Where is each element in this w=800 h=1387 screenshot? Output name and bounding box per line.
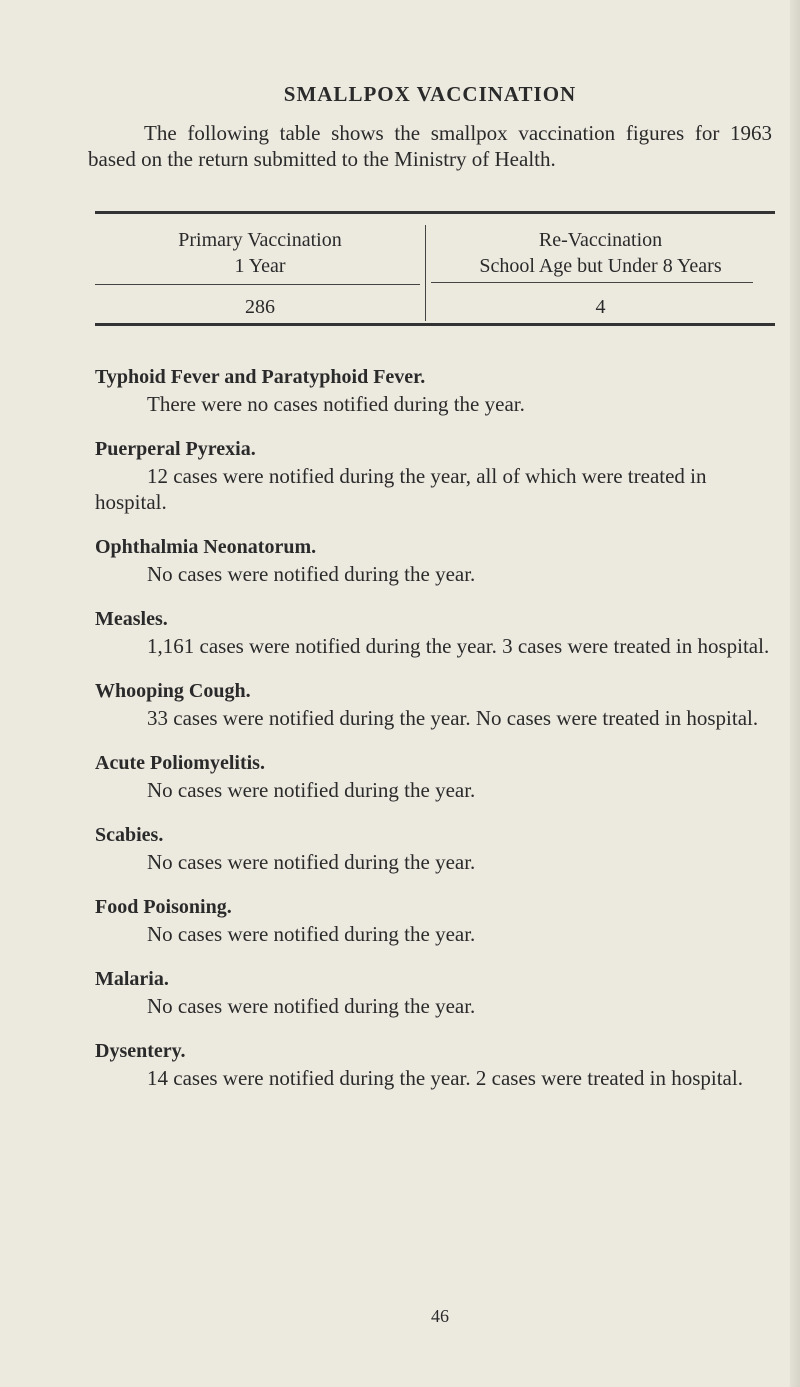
intro-text: The following table shows the smallpox vaccination figures for 1963 based on the return submitted to the Ministry of Health. — [88, 121, 772, 171]
header-rule-left — [95, 284, 420, 285]
section-text: 33 cases were notified during the year. No cases were treated in hospital. — [147, 706, 759, 730]
disease-sections — [95, 364, 775, 1110]
header-primary-line1: Primary Vaccination — [178, 229, 342, 251]
header-primary-vaccination — [95, 227, 425, 279]
section-food-poisoning — [95, 894, 775, 947]
table-top-rule — [95, 211, 775, 214]
table-bottom-rule — [95, 323, 775, 326]
value-revaccination: 4 — [595, 296, 606, 318]
section-scabies — [95, 822, 775, 875]
vaccination-table — [95, 211, 775, 326]
page-edge — [790, 0, 800, 1387]
header-revacc-line1: Re-Vaccination — [538, 229, 663, 251]
section-heading: Scabies. — [95, 824, 164, 846]
section-heading: Typhoid Fever and Paratyphoid Fever. — [95, 366, 426, 388]
section-puerperal-pyrexia — [95, 436, 775, 515]
section-heading: Whooping Cough. — [95, 680, 251, 702]
section-text: There were no cases notified during the year. — [147, 392, 525, 416]
section-text: 14 cases were notified during the year. 2 cases were treated in hospital. — [147, 1066, 743, 1090]
header-primary-line2: 1 Year — [234, 255, 286, 277]
section-heading: Puerperal Pyrexia. — [95, 438, 256, 460]
section-heading: Ophthalmia Neonatorum. — [95, 536, 317, 558]
section-text: 1,161 cases were notified during the year. 3 cases were treated in hospital. — [147, 634, 770, 658]
section-text: No cases were notified during the year. — [147, 778, 476, 802]
section-text: 12 cases were notified during the year, all of which were treated in hospital. — [95, 464, 707, 514]
section-text: No cases were notified during the year. — [147, 994, 476, 1018]
section-dysentery — [95, 1038, 775, 1091]
section-heading: Dysentery. — [95, 1040, 186, 1062]
section-measles — [95, 606, 775, 659]
section-text: No cases were notified during the year. — [147, 850, 476, 874]
section-whooping-cough — [95, 678, 775, 731]
section-poliomyelitis — [95, 750, 775, 803]
section-heading: Malaria. — [95, 968, 169, 990]
section-text: No cases were notified during the year. — [147, 562, 476, 586]
value-primary: 286 — [245, 296, 275, 318]
section-text: No cases were notified during the year. — [147, 922, 476, 946]
header-rule-right — [431, 282, 753, 283]
section-malaria — [95, 966, 775, 1019]
header-revacc-line2: School Age but Under 8 Years — [479, 255, 722, 277]
header-re-vaccination — [426, 227, 775, 279]
intro-paragraph — [88, 120, 772, 172]
section-ophthalmia — [95, 534, 775, 587]
section-heading: Acute Poliomyelitis. — [95, 752, 265, 774]
page-title: SMALLPOX VACCINATION — [283, 82, 577, 106]
section-typhoid — [95, 364, 775, 417]
page-number: 46 — [431, 1306, 449, 1326]
section-heading: Measles. — [95, 608, 168, 630]
section-heading: Food Poisoning. — [95, 896, 232, 918]
